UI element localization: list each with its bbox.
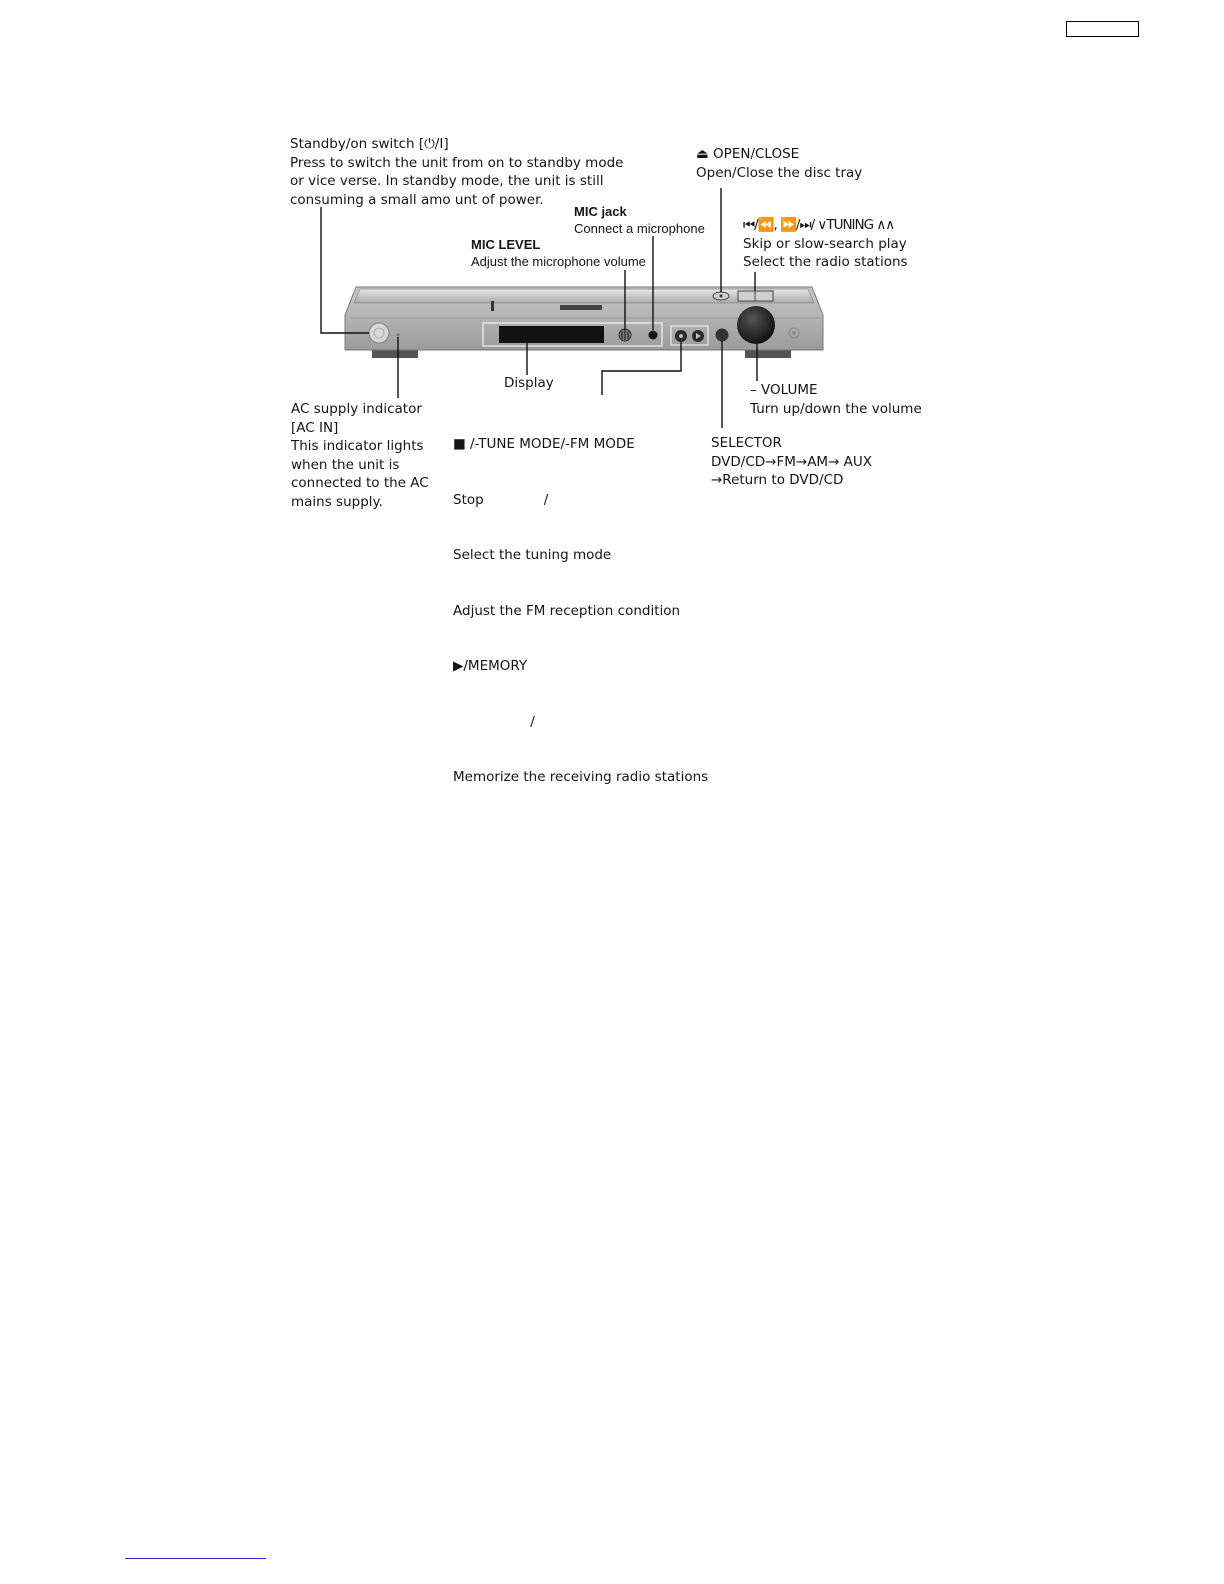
- callout-mic-level: [471, 236, 646, 270]
- device-body: [345, 287, 823, 358]
- volume-title: – VOLUME: [750, 382, 818, 398]
- stop-line-5: /: [453, 713, 535, 730]
- stop-line-6: Memorize the receiving radio stations: [453, 769, 709, 785]
- callout-open-close: [696, 145, 862, 182]
- selector-line-2: →Return to DVD/CD: [711, 472, 844, 488]
- mic-level-title: MIC LEVEL: [471, 237, 541, 252]
- standby-line-2: or vice verse. In standby mode, the unit is still: [290, 173, 604, 189]
- standby-title: Standby/on switch [⏻/I]: [290, 136, 449, 152]
- skip-line-1: Skip or slow-search play: [743, 235, 907, 252]
- mic-level-line-1: Adjust the microphone volume: [471, 254, 646, 269]
- ac-supply-title: AC supply indicator: [291, 401, 422, 417]
- volume-line-1: Turn up/down the volume: [750, 400, 922, 417]
- footer-link-underline: [125, 1558, 266, 1559]
- mic-jack-line-1: Connect a microphone: [574, 221, 705, 236]
- stop-title: ■ /-TUNE MODE/-FM MODE: [453, 436, 635, 452]
- selector-title: SELECTOR: [711, 435, 782, 451]
- callout-standby: [290, 135, 623, 209]
- stop-line-1: Stop /: [453, 491, 549, 508]
- open-close-line-1: Open/Close the disc tray: [696, 164, 863, 181]
- callout-display: [504, 374, 554, 393]
- skip-title: ⏮/⏪, ⏩/⏭/ ∨TUNING ∧∧: [743, 217, 895, 233]
- callout-stop: [453, 398, 708, 805]
- stop-line-2: Select the tuning mode: [453, 547, 612, 563]
- ac-supply-line-3: when the unit is: [291, 456, 400, 473]
- callout-mic-jack: [574, 203, 705, 237]
- callout-volume: [750, 381, 922, 418]
- ac-supply-line-4: connected to the AC: [291, 475, 429, 491]
- stop-line-4: ▶/MEMORY: [453, 658, 528, 674]
- standby-line-3: consuming a small amo unt of power.: [290, 191, 544, 208]
- standby-line-1: Press to switch the unit from on to standby mode: [290, 154, 624, 171]
- mic-jack-title: MIC jack: [574, 204, 627, 219]
- callout-selector: [711, 434, 872, 490]
- callout-ac-supply: [291, 400, 429, 511]
- callout-skip: [743, 216, 908, 272]
- ac-supply-line-2: This indicator lights: [291, 438, 424, 454]
- skip-line-2: Select the radio stations: [743, 254, 908, 270]
- display-title: Display: [504, 375, 554, 391]
- ac-supply-line-1: [AC IN]: [291, 419, 339, 436]
- ac-supply-line-5: mains supply.: [291, 493, 383, 510]
- selector-line-1: DVD/CD→FM→AM→ AUX: [711, 453, 873, 470]
- open-close-title: ⏏ OPEN/CLOSE: [696, 146, 800, 162]
- stop-line-3: Adjust the FM reception condition: [453, 602, 681, 619]
